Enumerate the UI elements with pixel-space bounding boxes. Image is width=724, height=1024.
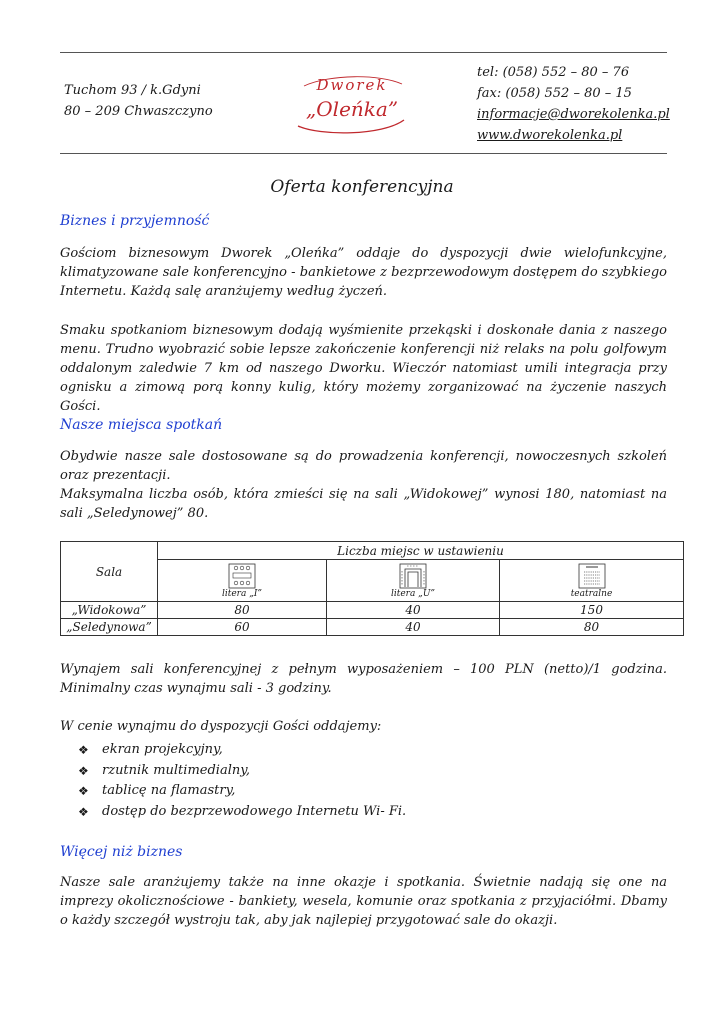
- page-title: Oferta konferencyjna: [270, 177, 454, 197]
- diamond-bullet-icon: ❖: [78, 804, 89, 819]
- business-paragraph-2: Smaku spotkaniom biznesowym dodają wyśmienite przekąski i doskonałe dania z naszego menu. Trudno wyobrazić sobie lepsze zakończenie konferencji niż relaks na polu golfowym oddalonym zaledwie 7 km od naszego Dworku. Wieczór natomiast umili integracja przy ognisku a zimową porą konny kulig, który możemy zorganizować na życzenie naszych Gości.: [60, 323, 667, 414]
- row-capacity-theatre: 150: [500, 602, 684, 619]
- row-capacity-i: 60: [158, 619, 327, 636]
- contact-tel: tel: (058) 552 – 80 – 76: [477, 65, 630, 80]
- header-top-rule: [60, 52, 667, 53]
- dworek-olenka-logo: [290, 70, 410, 136]
- row-capacity-theatre: 80: [500, 619, 684, 636]
- table-row: [61, 602, 684, 619]
- equipment-item-label: rzutnik multimedialny,: [102, 762, 250, 778]
- diamond-bullet-icon: ❖: [78, 743, 89, 757]
- venues-paragraph-1: Obydwie nasze sale dostosowane są do prowadzenia konferencji, nowoczesnych szkoleń oraz prezentacji.: [60, 449, 667, 483]
- contact-block: [477, 62, 670, 146]
- list-item: [78, 802, 406, 823]
- row-room-name: „Widokowa”: [61, 602, 158, 619]
- section-heading-venues: Nasze miejsca spotkań: [60, 417, 223, 433]
- row-room-name: „Seledynowa”: [61, 619, 158, 636]
- row-capacity-u: 40: [327, 619, 500, 636]
- header-bottom-rule: [60, 153, 667, 154]
- contact-email-link[interactable]: informacje@dworekolenka.pl: [477, 107, 670, 122]
- table-col-theatre: [500, 560, 684, 602]
- row-capacity-u: 40: [327, 602, 500, 619]
- layout-u-label: litera „U”: [390, 589, 436, 599]
- diamond-bullet-icon: ❖: [78, 763, 89, 778]
- list-item: [78, 781, 406, 802]
- equipment-item-label: tablicę na flamastry,: [102, 783, 236, 798]
- layout-u-icon: [399, 563, 427, 589]
- diamond-bullet-icon: ❖: [78, 784, 89, 798]
- contact-fax: fax: (058) 552 – 80 – 15: [477, 86, 632, 101]
- table-col-i: [158, 560, 327, 602]
- equipment-item-label: dostęp do bezprzewodowego Internetu Wi- Fi.: [102, 803, 407, 819]
- section-heading-more: Więcej niż biznes: [60, 844, 183, 860]
- layout-theatre-icon: [578, 563, 606, 589]
- logo-line-1: Dworek: [316, 76, 388, 94]
- table-col-u: [327, 560, 500, 602]
- layout-i-label: litera „I”: [221, 589, 263, 599]
- logo-line-2: „Oleńka”: [305, 97, 399, 121]
- section-heading-business: Biznes i przyjemność: [60, 213, 210, 229]
- table-row: [61, 619, 684, 636]
- equipment-intro: W cenie wynajmu do dyspozycji Gości oddajemy:: [60, 719, 382, 734]
- list-item: [78, 761, 406, 782]
- layout-i-icon: [228, 563, 256, 589]
- list-item: [78, 740, 406, 761]
- contact-website-link[interactable]: www.dworekolenka.pl: [477, 128, 623, 143]
- equipment-list: [78, 740, 406, 822]
- equipment-item-label: ekran projekcyjny,: [102, 742, 223, 757]
- venues-paragraph-2: Maksymalna liczba osób, która zmieści się na sali „Widokowej” wynosi 180, natomiast na sali „Seledynowej” 80.: [60, 487, 667, 521]
- business-paragraph-1: Gościom biznesowym Dworek „Oleńka” oddaje do dyspozycji dwie wielofunkcyjne, klimatyzowane sale konferencyjno - bankietowe z bezprzewodowym dostępem do szybkiego Internetu. Każdą salę aranżujemy według życzeń.: [60, 246, 667, 299]
- address-line-2: 80 – 209 Chwaszczyno: [64, 104, 213, 119]
- table-header-group: Liczba miejsc w ustawieniu: [158, 542, 684, 560]
- row-capacity-i: 80: [158, 602, 327, 619]
- more-paragraph: Nasze sale aranżujemy także na inne okazje i spotkania. Świetnie nadają się one na imprezy okolicznościowe - bankiety, wesela, komunie oraz spotkania z przyjaciółmi. Dbamy o każdy szczegół wystroju tak, aby jak najlepiej przygotować sale do okazji.: [60, 875, 667, 928]
- table-header-sala: Sala: [61, 542, 158, 602]
- rental-paragraph: Wynajem sali konferencyjnej z pełnym wyposażeniem – 100 PLN (netto)/1 godzina. Minimalny czas wynajmu sali - 3 godziny.: [60, 662, 667, 696]
- capacity-table: [60, 541, 684, 636]
- address-block: [64, 80, 213, 122]
- layout-theatre-label: teatralne: [570, 589, 613, 599]
- address-line-1: Tuchom 93 / k.Gdyni: [64, 83, 201, 98]
